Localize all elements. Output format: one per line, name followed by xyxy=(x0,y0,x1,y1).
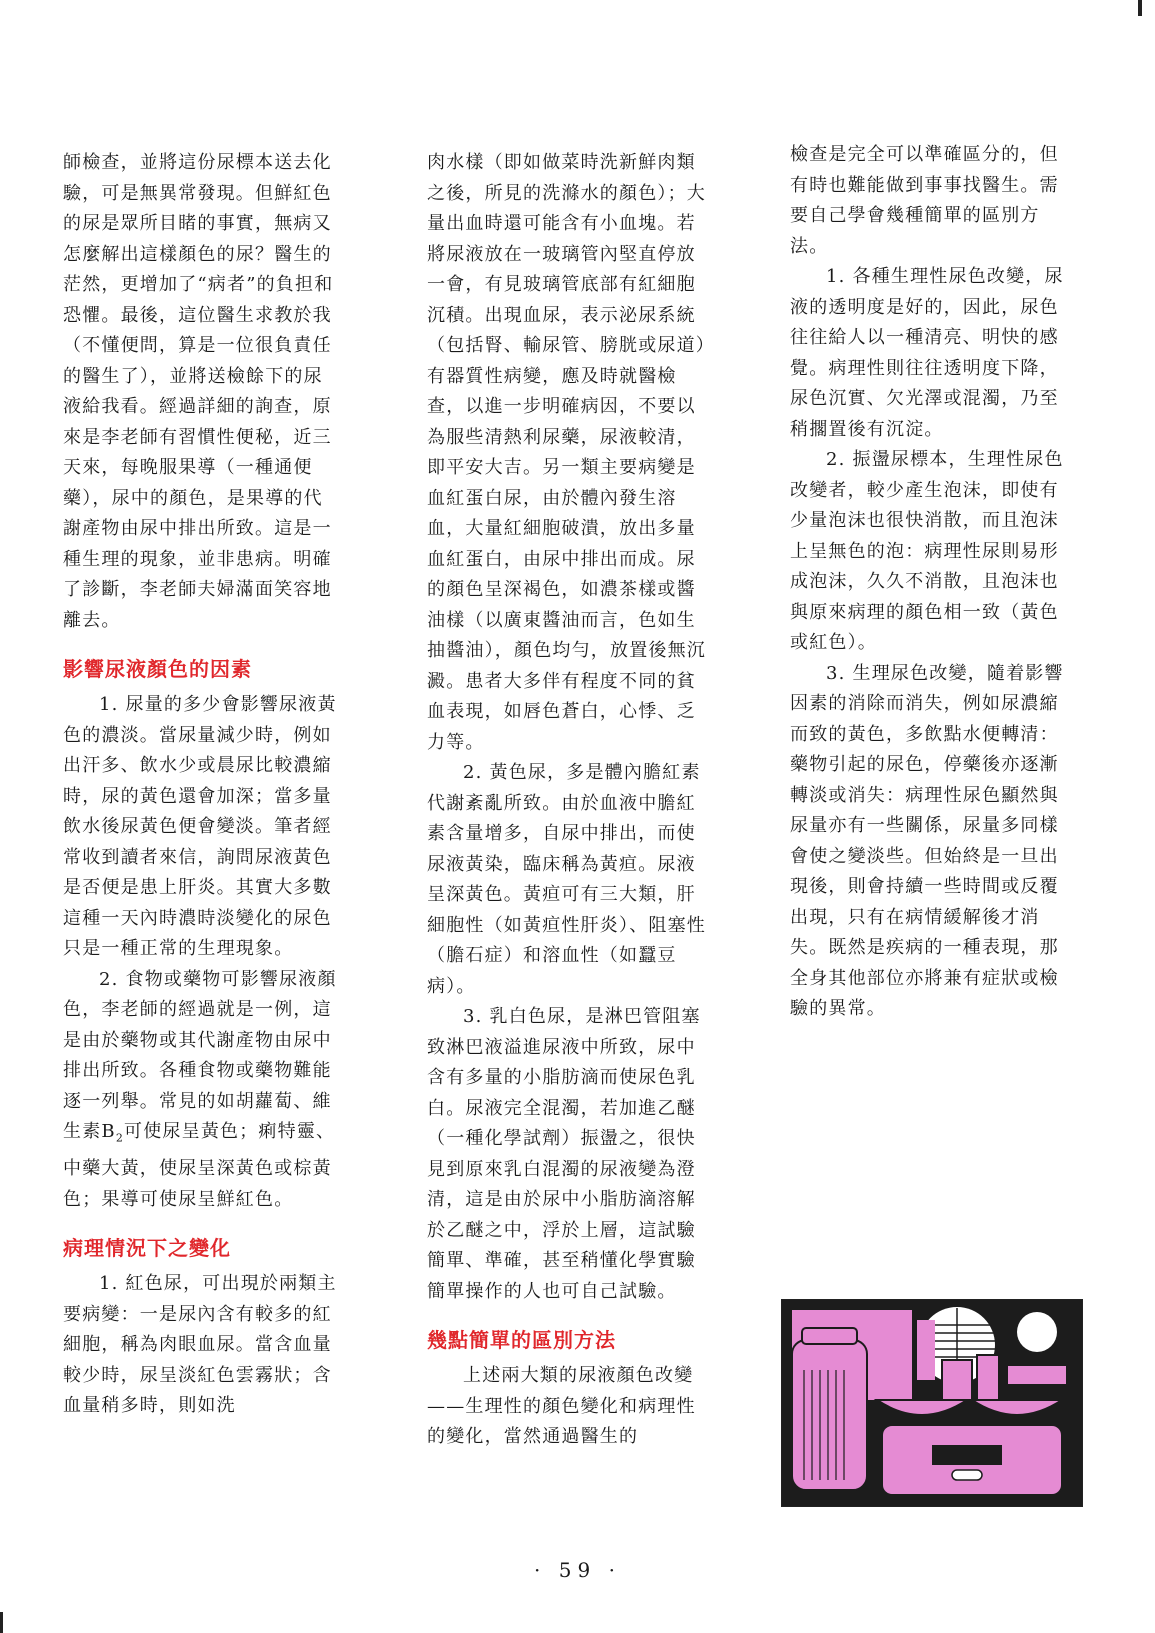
paragraph: 師檢查，並將這份尿標本送去化驗，可是無異常發現。但鮮紅色的尿是眾所目睹的事實，無病又怎麼解出這樣顏色的尿？醫生的茫然，更增加了“病者”的負担和恐懼。最後，這位醫生求教於我（不懂便問，算是一位很負責任的醫生了），並將送檢餘下的尿液給我看。經過詳細的詢查，原來是李老師有習慣性便秘，近三天來，每晚服果導（一種通便藥），尿中的顏色，是果導的代謝產物由尿中排出所致。這是一種生理的現象，並非患病。明確了診斷，李老師夫婦滿面笑容地離去。 xyxy=(63,152,334,631)
subscript: 2 xyxy=(115,1131,125,1145)
paragraph-text: 可使尿呈黃色；痢特靈、中藥大黃，使尿呈深黃色或棕黃色；果導可使尿呈鮮紅色。 xyxy=(63,1121,336,1210)
small-bottle-2 xyxy=(977,1355,999,1400)
paragraph: 2. 振盪尿標本，生理性尿色改變者，較少產生泡沫，即使有少量泡沫也很快消散，而且泡沫上呈無色的泡：病理性尿則易形成泡沫，久久不消散，且泡沫也與原來病理的顏色相一致（黃色或紅色）。 xyxy=(790,449,1064,653)
scale-display xyxy=(932,1445,1002,1465)
section-heading: 影響尿液顏色的因素 xyxy=(63,657,252,681)
page-number: · 59 · xyxy=(534,1558,621,1582)
paragraph: 1. 尿量的多少會影響尿液黃色的濃淡。當尿量減少時，例如出汗多、飲水少或晨尿比較濃縮時，尿的黃色還會加深；當多量飲水後尿黃色便會變淡。筆者經常收到讀者來信，詢問尿液黃色是否便是患上肝炎。其實大多數這種一天內時濃時淡變化的尿色只是一種正常的生理現象。 xyxy=(63,694,337,959)
small-bottle-1 xyxy=(942,1360,972,1400)
jar-lid xyxy=(802,1328,857,1344)
paragraph: 肉水樣（即如做菜時洗新鮮肉類之後，所見的洗滌水的顏色）；大量出血時還可能含有小血塊。若將尿液放在一玻璃管內堅直停放一會，有見玻璃管底部有紅細胞沉積。出現血尿，表示泌尿系統（包括腎、輸尿管、膀胱或尿道）有器質性病變，應及時就醫檢查，以進一步明確病因，不要以為服些清熱利尿藥，尿液較清，即平安大吉。另一類主要病變是血紅蛋白尿，由於體內發生溶血，大量紅細胞破潰，放出多量血紅蛋白，由尿中排出而成。尿的顏色呈深褐色，如濃茶樣或醬油樣（以廣東醬油而言，色如生抽醬油），顏色均勻，放置後無沉澱。患者大多伴有程度不同的貧血表現，如唇色蒼白，心悸、乏力等。 xyxy=(427,152,706,753)
pink-stripe xyxy=(917,1320,935,1380)
section-heading: 病理情況下之變化 xyxy=(63,1236,231,1261)
article-column-3 xyxy=(790,140,1076,1025)
scale-knob xyxy=(952,1470,982,1480)
small-box xyxy=(1007,1365,1067,1385)
lab-equipment-illustration xyxy=(781,1299,1083,1507)
section-heading: 幾點簡單的區別方法 xyxy=(427,1328,616,1352)
large-jar xyxy=(792,1340,867,1490)
paragraph: 2. 黃色尿，多是體內膽紅素代謝紊亂所致。由於血液中膽紅素含量增多，自尿中排出，而使尿液黃染，臨床稱為黃疸。尿液呈深黃色。黃疸可有三大類，肝細胞性（如黃疸性肝炎）、阻塞性（膽石症）和溶血性（如蠶豆病）。 xyxy=(427,762,706,997)
paragraph: 3. 生理尿色改變，隨着影響因素的消除而消失，例如尿濃縮而致的黃色，多飲點水便轉清：藥物引起的尿色，停藥後亦逐漸轉淡或消失：病理性尿色顯然與尿量亦有一些關係，尿量多同樣會使之變淡些。但始終是一旦出現後，則會持續一些時間或反覆出現，只有在病情緩解後才消失。既然是疾病的一種表現，那全身其他部位亦將兼有症狀或檢驗的異常。 xyxy=(790,662,1064,1019)
article-column-1 xyxy=(63,148,341,1422)
paragraph xyxy=(63,965,341,1216)
paragraph: 3. 乳白色尿，是淋巴管阻塞致淋巴液溢進尿液中所致，尿中含有多量的小脂肪滴而使尿色乳白。尿液完全混濁，若加進乙醚（一種化學試劑）振盪之，很快見到原來乳白混濁的尿液變為澄清，這是由於尿中小脂肪滴溶解於乙醚之中，浮於上層，這試驗簡單、準確，甚至稍懂化學實驗簡單操作的人也可自己試驗。 xyxy=(427,1006,701,1302)
paragraph: 上述兩大類的尿液顏色改變——生理性的顏色變化和病理性的變化，當然通過醫生的 xyxy=(427,1365,696,1447)
article-column-2 xyxy=(427,148,709,1453)
paragraph: 1. 各種生理性尿色改變，尿液的透明度是好的，因此，尿色往往給人以一種清亮、明快的感覺。病理性則往往透明度下降，尿色沉實、欠光澤或混濁，乃至稍擱置後有沉淀。 xyxy=(790,266,1064,440)
lab-bottles-scale-drawing xyxy=(782,1300,1082,1506)
paragraph: 檢查是完全可以準確區分的，但有時也難能做到事事找醫生。需要自己學會幾種簡單的區別方法。 xyxy=(790,144,1059,257)
paragraph: 1. 紅色尿，可出現於兩類主要病變：一是尿內含有較多的紅細胞，稱為肉眼血尿。當含血量較少時，尿呈淡紅色雲霧狀；含血量稍多時，則如洗 xyxy=(63,1273,337,1417)
small-circle xyxy=(1017,1312,1057,1352)
paragraph-text: 2. 食物或藥物可影響尿液顏色，李老師的經過就是一例，這是由於藥物或其代謝產物由尿中排出所致。各種食物或藥物難能逐一列舉。常見的如胡蘿蔔、維生素B xyxy=(63,968,337,1142)
corner-mark-bottom-left xyxy=(0,1612,3,1633)
corner-mark-top-right xyxy=(1138,0,1142,16)
